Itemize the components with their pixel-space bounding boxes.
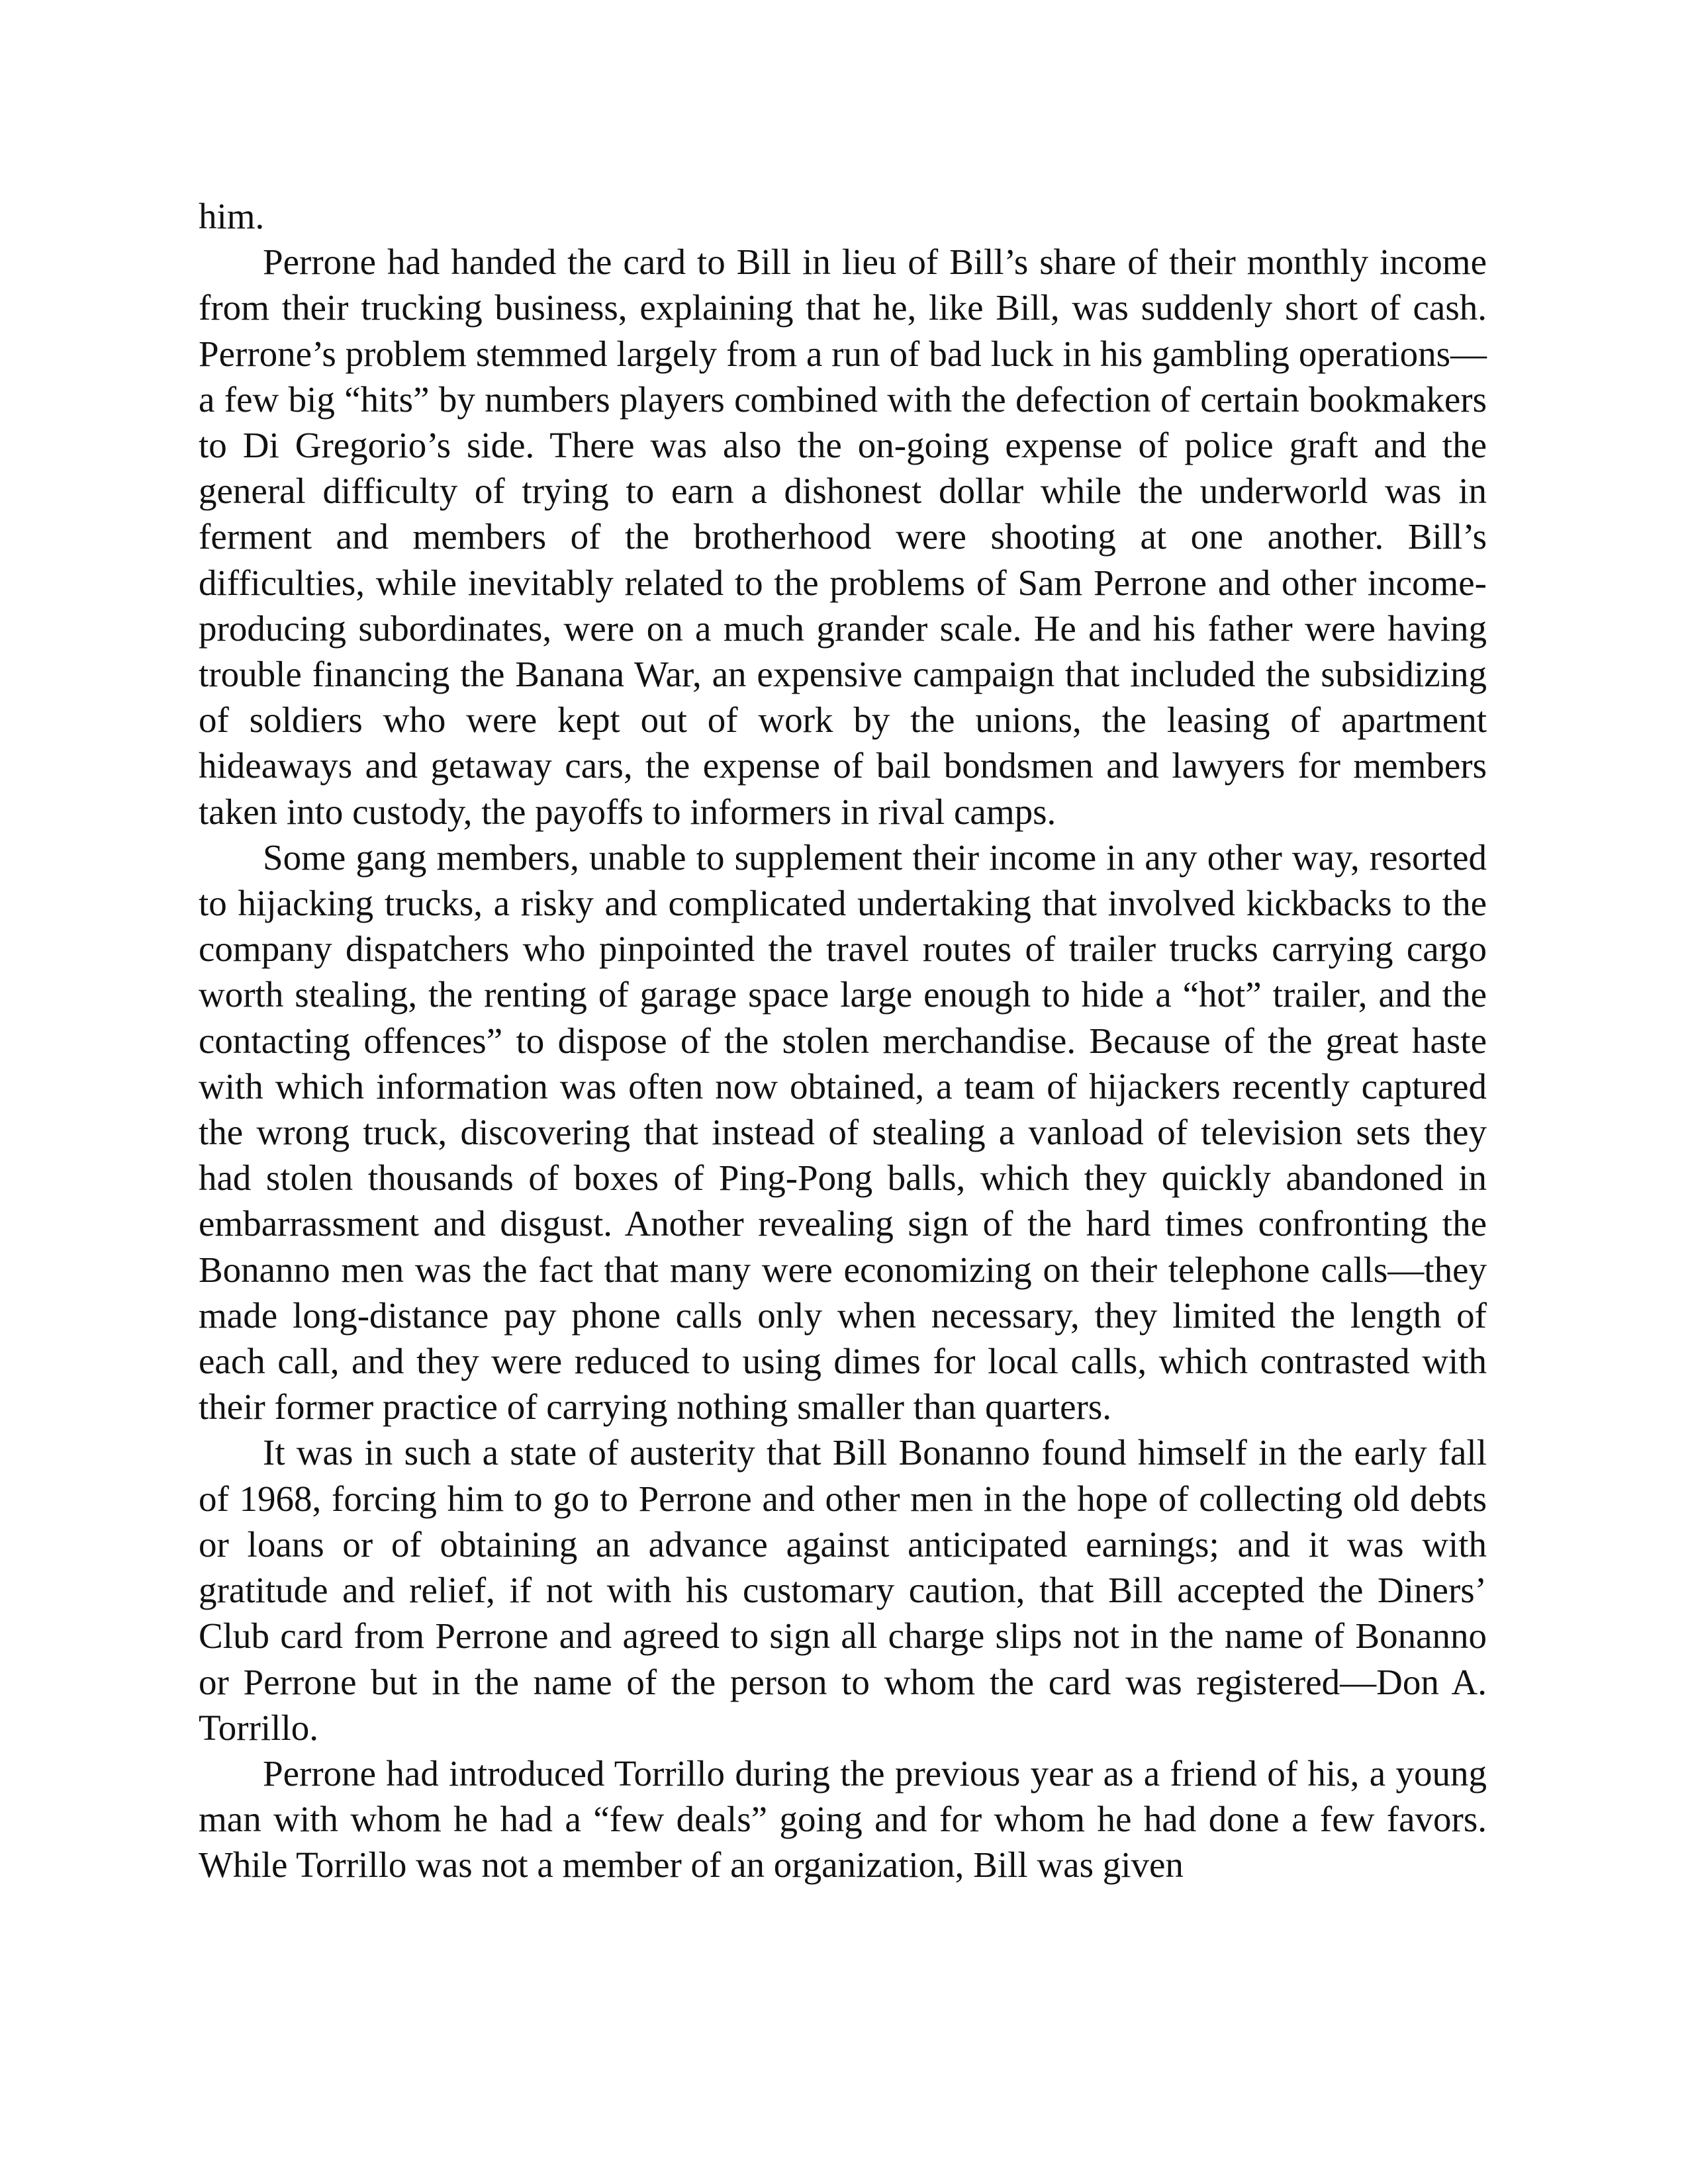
paragraph: It was in such a state of austerity that Bill Bonanno found himself in the early fall of 1968, forcing him to go to Perrone and other men in the hope of collecting old debts or loans or of obtaining an advance against anticipated earnings; and it was with gratitude and relief, if not with his customary caution, that Bill accepted the Diners’ Club card from Perrone and agreed to sign all charge slips not in the name of Bonanno or Perrone but in the name of the person to whom the card was registered—Don A. Torrillo. (199, 1432, 1487, 1748)
document-page (199, 193, 1487, 1888)
paragraph: Perrone had introduced Torrillo during the previous year as a friend of his, a young man with whom he had a “few deals” going and for whom he had done a few favors. While Torrillo was not a member of an organization, Bill was given (199, 1752, 1487, 1886)
paragraph-continuation: him. (199, 196, 265, 236)
paragraph: Perrone had handed the card to Bill in lieu of Bill’s share of their monthly income from their trucking business, explaining that he, like Bill, was suddenly short of cash. Perrone’s problem stemmed largely from a run of bad luck in his gambling operations—a few big “hits” by numbers players combined with the defection of certain bookmakers to Di Gregorio’s side. There was also the on-going expense of police graft and the general difficulty of trying to earn a dishonest dollar while the underworld was in ferment and members of the brotherhood were shooting at one another. Bill’s difficulties, while inevitably related to the problems of Sam Perrone and other income-producing subordinates, were on a much grander scale. He and his father were having trouble financing the Banana War, an expensive campaign that included the subsidizing of soldiers who were kept out of work by the unions, the leasing of apartment hideaways and getaway cars, the expense of bail bondsmen and lawyers for members taken into custody, the payoffs to informers in rival camps. (199, 242, 1487, 832)
paragraph: Some gang members, unable to supplement their income in any other way, resorted to hijacking trucks, a risky and complicated undertaking that involved kickbacks to the company dispatchers who pinpointed the travel routes of trailer trucks carrying cargo worth stealing, the renting of garage space large enough to hide a “hot” trailer, and the contacting offences” to dispose of the stolen merchandise. Because of the great haste with which information was often now obtained, a team of hijackers recently captured the wrong truck, discovering that instead of stealing a vanload of television sets they had stolen thousands of boxes of Ping-Pong balls, which they quickly abandoned in embarrassment and disgust. Another revealing sign of the hard times confronting the Bonanno men was the fact that many were economizing on their telephone calls—they made long-distance pay phone calls only when necessary, they limited the length of each call, and they were reduced to using dimes for local calls, which contrasted with their former practice of carrying nothing smaller than quarters. (199, 837, 1487, 1428)
